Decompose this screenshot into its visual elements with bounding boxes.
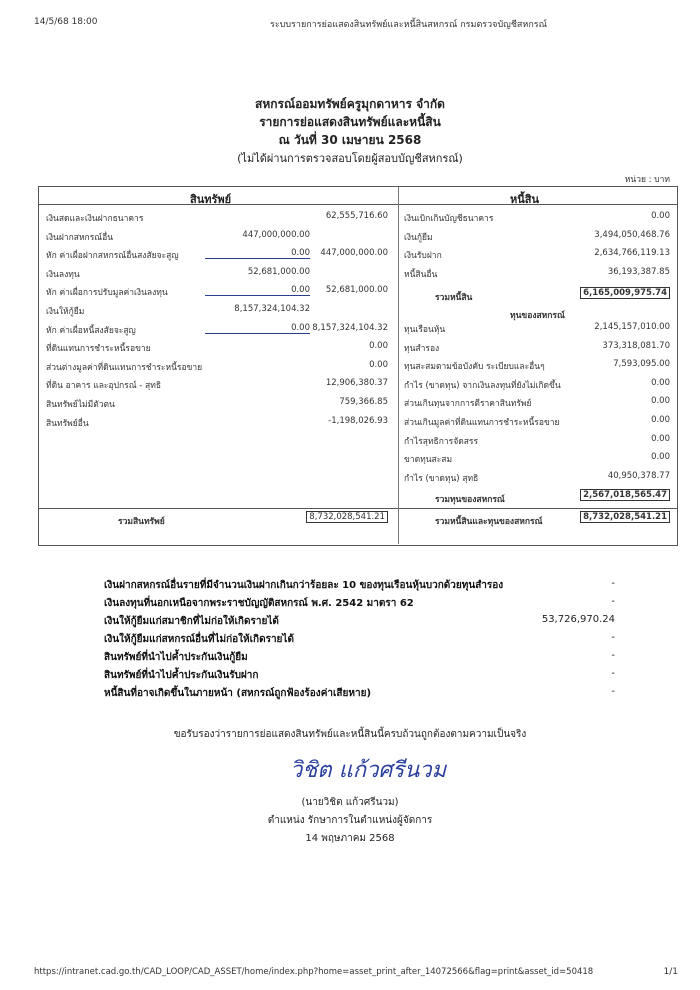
liability-row-label: เงินเบิกเกินบัญชีธนาคาร	[404, 214, 494, 224]
assets-heading: สินทรัพย์	[190, 193, 232, 206]
asset-row-value: 8,157,324,104.32	[312, 322, 388, 333]
asset-row-label: ที่ดิน อาคาร และอุปกรณ์ - สุทธิ	[46, 381, 162, 392]
column-divider	[398, 187, 399, 544]
page-url: https://intranet.cad.go.th/CAD_LOOP/CAD_ASSET/home/index.php?home=asset_print_after_14072566&flag=print&asset_id=50418	[34, 967, 594, 977]
signer-name: (นายวิชิต แก้วศรีนวม)	[301, 797, 399, 808]
liability-total-label: รวมหนี้สิน	[435, 293, 473, 303]
equity-total-value: 2,567,018,565.47	[570, 490, 670, 500]
asset-row-subvalue: 0.00	[205, 248, 310, 259]
asset-total-value: 8,732,028,541.21	[300, 512, 388, 522]
asset-row-subvalue: 52,681,000.00	[247, 266, 310, 277]
unit-label: หน่วย : บาท	[624, 175, 670, 185]
print-timestamp: 14/5/68 18:00	[34, 17, 98, 27]
note-label: สินทรัพย์ที่นำไปค้ำประกันเงินรับฝาก	[104, 670, 259, 681]
equity-row-value: 0.00	[651, 452, 670, 463]
asset-row-label: สินทรัพย์อื่น	[46, 418, 89, 429]
liability-row-label: เงินรับฝาก	[404, 251, 442, 262]
liabilities-heading: หนี้สิน	[510, 193, 540, 206]
note-value: -	[611, 596, 615, 607]
liability-row-value: 36,193,387.85	[607, 266, 670, 277]
equity-row-label: ทุนสำรอง	[404, 343, 440, 354]
note-value: -	[611, 650, 615, 661]
asset-total-label: รวมสินทรัพย์	[118, 517, 165, 527]
note-value: -	[611, 578, 615, 589]
liability-row-label: หนี้สินอื่น	[404, 269, 438, 280]
asset-row-label: เงินฝากสหกรณ์อื่น	[46, 232, 114, 243]
asset-row-label: เงินสดและเงินฝากธนาคาร	[46, 214, 144, 224]
equity-row-value: 0.00	[651, 396, 670, 407]
note-value: -	[611, 668, 615, 679]
signature: วิชิต แก้วศรีนวม	[290, 758, 447, 783]
equity-total-label: รวมทุนของสหกรณ์	[435, 495, 505, 505]
document-date: ณ วันที่ 30 เมษายน 2568	[278, 133, 422, 147]
asset-row-value: 759,366.85	[339, 397, 388, 407]
grand-total-value: 8,732,028,541.21	[570, 512, 670, 522]
equity-row-label: ขาดทุนสะสม	[404, 455, 453, 466]
liability-row-value: 2,634,766,119.13	[594, 248, 670, 259]
equity-row-label: กำไร (ขาดทุน) สุทธิ	[404, 473, 479, 484]
equity-row-label: กำไรสุทธิการจัดสรร	[404, 436, 479, 447]
system-title: ระบบรายการย่อแสดงสินทรัพย์และหนี้สินสหกรณ์ กรมตรวจบัญชีสหกรณ์	[270, 20, 547, 30]
note-label: หนี้สินที่อาจเกิดขึ้นในภายหน้า (สหกรณ์ถูกฟ้องร้องค่าเสียหาย)	[104, 688, 372, 699]
asset-row-label: ส่วนต่างมูลค่าที่ดินแทนการชำระหนี้รอขาย	[46, 362, 203, 373]
org-name: สหกรณ์ออมทรัพย์ครูมุกดาหาร จำกัด	[255, 97, 445, 111]
grand-total-label: รวมหนี้สินและทุนของสหกรณ์	[435, 517, 543, 527]
equity-row-value: 0.00	[651, 377, 670, 388]
equity-row-value: 7,593,095.00	[613, 359, 670, 370]
note-label: เงินลงทุนที่นอกเหนือจากพระราชบัญญัติสหกรณ์ พ.ศ. 2542 มาตรา 62	[104, 598, 414, 609]
equity-row-value: 0.00	[651, 415, 670, 425]
note-value: -	[611, 686, 615, 697]
asset-row-label: เงินให้กู้ยืม	[46, 307, 85, 317]
asset-row-label: สินทรัพย์ไม่มีตัวตน	[46, 400, 115, 410]
equity-row-value: 0.00	[651, 433, 670, 444]
note-value: 53,726,970.24	[541, 614, 615, 625]
asset-row-value: 62,555,716.60	[325, 211, 388, 221]
equity-row-label: กำไร (ขาดทุน) จากเงินลงทุนที่ยังไม่เกิดขึ้น	[404, 380, 561, 391]
equity-row-label: ส่วนเกินทุนจากการตีราคาสินทรัพย์	[404, 399, 532, 410]
asset-row-subvalue: 0.00	[205, 323, 310, 334]
equity-row-value: 40,950,378.77	[607, 470, 670, 481]
certification-date: 14 พฤษภาคม 2568	[305, 833, 395, 844]
equity-row-label: ส่วนเกินมูลค่าที่ดินแทนการชำระหนี้รอขาย	[404, 418, 560, 428]
asset-row-value: 0.00	[369, 359, 388, 370]
certification-statement: ขอรับรองว่ารายการย่อแสดงสินทรัพย์และหนี้สินนี้ครบถ้วนถูกต้องตามความเป็นจริง	[173, 729, 527, 740]
page-number: 1/1	[663, 967, 678, 977]
equity-row-value: 2,145,157,010.00	[594, 322, 670, 332]
liability-total-value: 6,165,009,975.74	[570, 288, 670, 298]
note-label: เงินฝากสหกรณ์อื่นรายที่มีจำนวนเงินฝากเกินกว่าร้อยละ 10 ของทุนเรือนหุ้นบวกด้วยทุนสำรอง	[104, 580, 504, 591]
equity-row-value: 373,318,081.70	[602, 340, 670, 351]
asset-row-subvalue: 447,000,000.00	[242, 229, 310, 240]
document-title: รายการย่อแสดงสินทรัพย์และหนี้สิน	[259, 115, 441, 129]
note-value: -	[611, 632, 615, 643]
note-label: สินทรัพย์ที่นำไปค้ำประกันเงินกู้ยืม	[104, 652, 248, 663]
liability-row-label: เงินกู้ยืม	[404, 232, 433, 243]
asset-row-value: -1,198,026.93	[328, 415, 388, 426]
note-label: เงินให้กู้ยืมแก่สมาชิกที่ไม่ก่อให้เกิดรายได้	[104, 616, 279, 627]
signer-position: ตำแหน่ง รักษาการในตำแหน่งผู้จัดการ	[267, 815, 433, 826]
asset-row-subvalue: 0.00	[205, 285, 310, 296]
equity-row-label: ทุนสะสมตามข้อบังคับ ระเบียบและอื่นๆ	[404, 362, 545, 373]
equity-heading: ทุนของสหกรณ์	[510, 311, 565, 321]
asset-row-value: 12,906,380.37	[325, 378, 388, 389]
asset-row-value: 447,000,000.00	[320, 248, 388, 259]
audit-note: (ไม่ได้ผ่านการตรวจสอบโดยผู้สอบบัญชีสหกรณ์)	[237, 152, 463, 165]
asset-row-label: หัก ค่าเผื่อฝากสหกรณ์อื่นสงสัยจะสูญ	[46, 251, 179, 262]
liability-row-value: 3,494,050,468.76	[594, 229, 670, 240]
asset-row-value: 52,681,000.00	[325, 285, 388, 296]
liability-row-value: 0.00	[651, 211, 670, 221]
asset-row-label: เงินลงทุน	[46, 269, 80, 280]
note-label: เงินให้กู้ยืมแก่สหกรณ์อื่นที่ไม่ก่อให้เกิดรายได้	[104, 634, 294, 645]
asset-row-label: ที่ดินแทนการชำระหนี้รอขาย	[46, 344, 151, 355]
equity-row-label: ทุนเรือนหุ้น	[404, 325, 446, 335]
asset-row-value: 0.00	[369, 341, 388, 352]
asset-row-label: หัก ค่าเผื่อการปรับมูลค่าเงินลงทุน	[46, 288, 168, 299]
asset-row-subvalue: 8,157,324,104.32	[234, 304, 310, 314]
asset-row-label: หัก ค่าเผื่อหนี้สงสัยจะสูญ	[46, 325, 136, 336]
